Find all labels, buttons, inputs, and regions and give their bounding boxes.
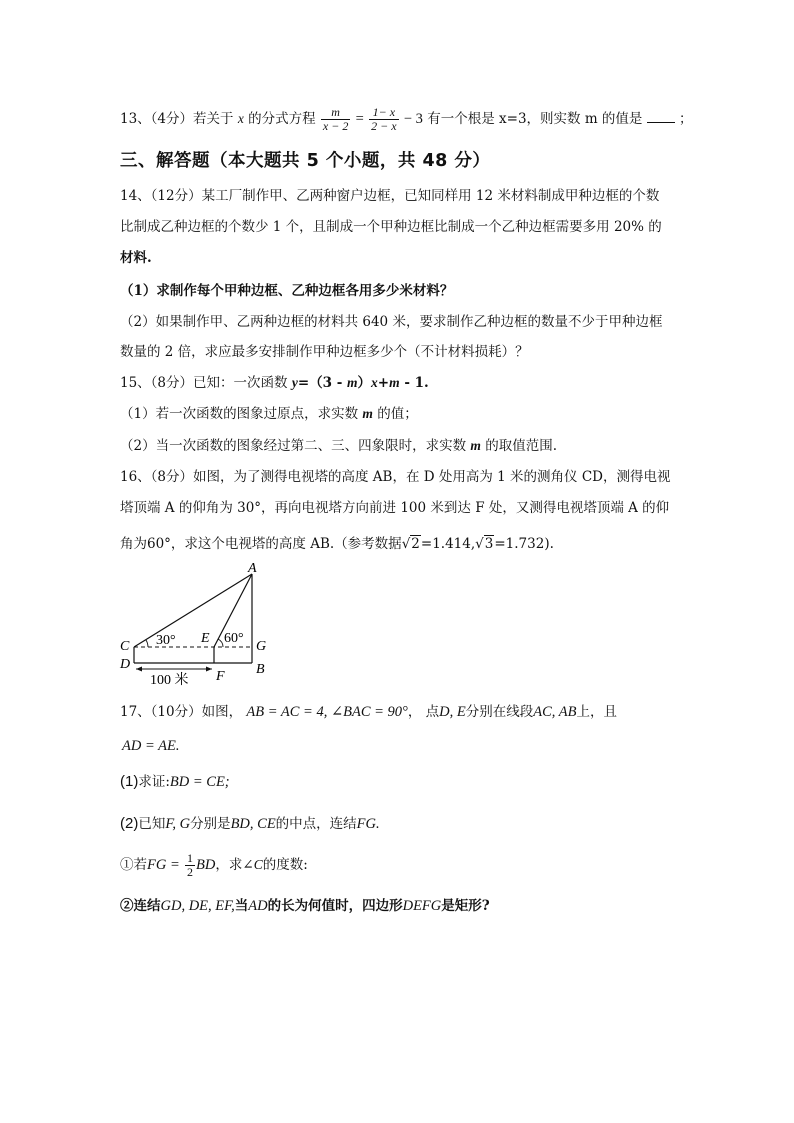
q16-val-3: =1.732 xyxy=(494,536,545,552)
label-D: D xyxy=(120,657,131,672)
q16-line-2: 塔顶端 A 的仰角为 30°，再向电视塔方向前进 100 米到达 F 处，又测得电视塔顶端 A 的仰 xyxy=(120,500,670,516)
q17-sub1-math: FG = xyxy=(147,857,180,873)
tower-diagram xyxy=(112,560,282,690)
q13-equals: = xyxy=(355,111,364,127)
q15-part2-a: （2）当一次函数的图象经过第二、三、四象限时，求实数 xyxy=(120,438,471,454)
angle-arc-30 xyxy=(146,640,148,647)
q13-answer-blank[interactable] xyxy=(647,109,675,123)
q17-sub1-frac-den: 2 xyxy=(187,865,194,879)
q17-part2-text2: 分别是 xyxy=(190,816,231,832)
q13-tail: 有一个根是 x=3，则实数 m 的值是 xyxy=(427,111,643,127)
q14-line-3: 材料. xyxy=(120,250,152,266)
q15-part2-m: m xyxy=(470,438,481,453)
q15-prefix: 15、（8分）已知：一次函数 xyxy=(120,375,292,391)
q17-sub1-a: ①若 xyxy=(120,857,147,873)
q17-part1-text: 求证: xyxy=(138,774,170,790)
q17-segments: AC, AB xyxy=(533,704,577,720)
q13-end: ； xyxy=(679,111,693,127)
angle-60-label: 60° xyxy=(224,631,244,646)
q17-sub1-d: 的度数: xyxy=(262,857,308,873)
q15-part-1 xyxy=(120,405,418,423)
q14-line-1: 14、（12分）某工厂制作甲、乙两种窗户边框，已知同样用 12 米材料制成甲种边框的个数 xyxy=(120,188,660,204)
q17-sub1-fraction xyxy=(185,852,195,879)
q17-line-2: AD = AE. xyxy=(122,738,180,754)
q17-sub2-math3: DEFG xyxy=(402,898,442,914)
q15-var-x: x xyxy=(371,375,378,390)
q16-line-1: 16、（8分）如图，为了测得电视塔的高度 AB，在 D 处用高为 1 米的测角仪 CD，测得电视 xyxy=(120,469,671,485)
q17-sub1-math2: BD xyxy=(196,857,216,873)
q17-sub-2 xyxy=(120,897,490,915)
q17-prefix: 17、（10分）如图， xyxy=(120,704,243,720)
q13-mid: 的分式方程 xyxy=(248,111,316,127)
q17-sub2-a: ②连结 xyxy=(120,898,161,914)
sqrt-2: √2 xyxy=(401,536,420,552)
q13-var-x: x xyxy=(237,111,244,126)
q13-fraction-1 xyxy=(321,106,350,133)
q15-plus: + xyxy=(377,375,390,391)
q17-sub2-math: GD, DE, EF, xyxy=(160,898,235,914)
q17-sub2-d: 是矩形? xyxy=(441,898,490,914)
q17-part-1 xyxy=(120,773,230,791)
arrow-right-head xyxy=(206,667,212,672)
q16-val-2: =1.414, xyxy=(420,536,476,552)
q14-part-2-line-1: （2）如果制作甲、乙两种边框的材料共 640 米，要求制作乙种边框的数量不少于甲种边框 xyxy=(120,314,663,330)
sqrt-3: √3 xyxy=(475,536,494,552)
q15-eq-open: =（3 - xyxy=(297,375,348,391)
q17-given-math: AB = AC = 4, ∠BAC = 90° xyxy=(246,704,408,720)
q17-part1-math: BD = CE; xyxy=(169,774,230,790)
q13-prefix: 13、（4分）若关于 xyxy=(120,111,234,127)
q17-part2-num: (2) xyxy=(120,815,139,832)
q17-sub-1 xyxy=(120,852,308,879)
q17-part2-text: 已知 xyxy=(138,816,166,832)
q17-part-2 xyxy=(120,815,380,833)
q15-minus-1: - 1. xyxy=(399,375,429,391)
q17-part2-math2: BD, CE xyxy=(230,816,276,832)
q17-and: 上，且 xyxy=(576,704,617,720)
q15-line-1 xyxy=(120,374,429,392)
q17-points-DE: D, E xyxy=(439,704,466,720)
q13-frac2-denominator: 2 − x xyxy=(371,119,397,133)
distance-label: 100 米 xyxy=(150,673,189,688)
angle-arc-60 xyxy=(218,639,223,647)
q15-var-m: m xyxy=(347,375,358,390)
q13-minus-3: − 3 xyxy=(403,111,423,127)
q17-sub1-frac-num: 1 xyxy=(187,851,194,865)
q17-part2-text3: 的中点，连结 xyxy=(275,816,357,832)
q15-part1-m: m xyxy=(362,406,373,421)
q16-line3-end: ). xyxy=(544,536,554,552)
q17-part2-math: F, G xyxy=(165,816,191,832)
q17-line-1 xyxy=(120,703,617,721)
q13-fraction-2 xyxy=(369,106,398,133)
q13-frac2-numerator: 1− x xyxy=(372,105,396,119)
q13-frac1-numerator: m xyxy=(331,105,340,119)
q15-part1-a: （1）若一次函数的图象过原点，求实数 xyxy=(120,406,363,422)
q17-sub2-c: 的长为何值时，四边形 xyxy=(267,898,403,914)
q15-part-2 xyxy=(120,437,557,455)
q14-line-2: 比制成乙种边框的个数少 1 个，且制成一个甲种边框比制成一个乙种边框需要多用 20% 的 xyxy=(120,219,662,235)
angle-30-label: 30° xyxy=(156,633,176,648)
question-13 xyxy=(120,106,693,133)
q17-sub1-c: C xyxy=(253,857,263,872)
q17-sub2-math2: AD xyxy=(248,898,268,914)
q15-var-m2: m xyxy=(389,375,400,390)
q15-var-y: y xyxy=(291,375,298,390)
q16-line-3 xyxy=(120,535,554,553)
q15-part1-c: 的值； xyxy=(372,406,418,422)
arrow-left-head xyxy=(136,667,142,672)
q17-sub1-b: ，求∠ xyxy=(215,857,254,873)
label-B: B xyxy=(256,662,265,677)
q15-paren-close: ） xyxy=(357,375,372,391)
q15-part2-c: 的取值范围. xyxy=(480,438,557,454)
q17-part1-num: (1) xyxy=(120,773,139,790)
q14-part-2-line-2: 数量的 2 倍，求应最多安排制作甲种边框多少个（不计材料损耗）？ xyxy=(120,344,529,360)
q17-sub2-b: 当 xyxy=(234,898,249,914)
section-3-heading: 三、解答题（本大题共 5 个小题，共 48 分） xyxy=(120,151,491,171)
label-A: A xyxy=(248,561,257,576)
q17-part2-math3: FG. xyxy=(356,816,380,832)
q13-frac1-denominator: x − 2 xyxy=(322,119,349,133)
q16-line3-text: 角为60°，求这个电视塔的高度 AB.（参考数据 xyxy=(120,536,402,552)
label-C: C xyxy=(120,639,130,654)
q14-part-1: （1）求制作每个甲种边框、乙种边框各用多少米材料？ xyxy=(120,283,454,299)
label-G: G xyxy=(256,639,267,654)
q17-point-text: ， 点 xyxy=(407,704,440,720)
label-E: E xyxy=(201,631,210,646)
label-F: F xyxy=(216,669,225,684)
q17-on-segments: 分别在线段 xyxy=(465,704,534,720)
